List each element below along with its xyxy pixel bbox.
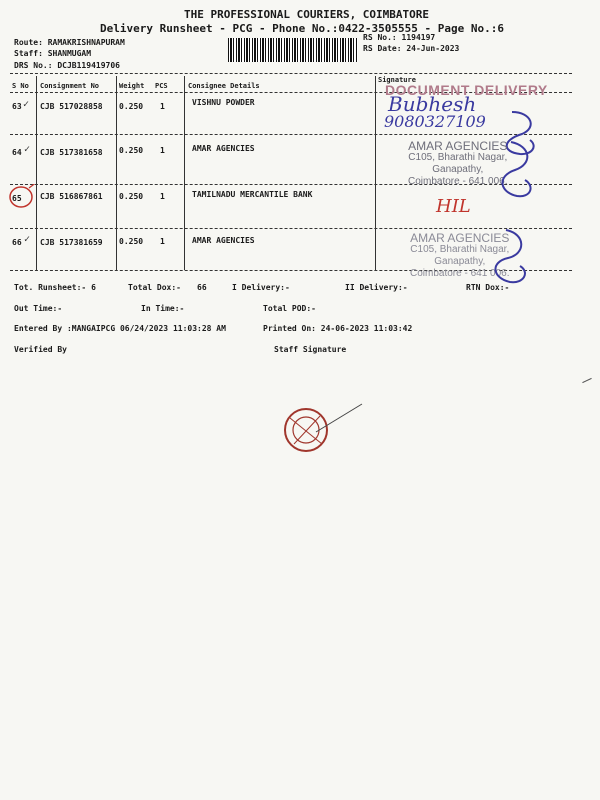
row-sno: 66 bbox=[12, 238, 22, 247]
route-label: Route: RAMAKRISHNAPURAM bbox=[14, 38, 125, 47]
tick-icon: ✓ bbox=[23, 99, 30, 110]
stamp-name: AMAR AGENCIES bbox=[410, 231, 510, 245]
row-consignee: AMAR AGENCIES bbox=[192, 236, 255, 245]
staff-label: Staff: SHANMUGAM bbox=[14, 49, 92, 58]
col-divider bbox=[116, 76, 117, 270]
row-consignment: CJB 517028858 bbox=[40, 102, 103, 111]
row-sno: 64 bbox=[12, 148, 22, 157]
row-sno: 65 bbox=[12, 194, 22, 203]
rs-date: RS Date: 24-Jun-2023 bbox=[363, 44, 460, 53]
stamp-address: C105, Bharathi Nagar, bbox=[410, 244, 510, 255]
stamp-address: Ganapathy, bbox=[434, 256, 486, 267]
ii-delivery: II Delivery:- bbox=[345, 283, 408, 292]
row-consignee: AMAR AGENCIES bbox=[192, 144, 255, 153]
row-weight: 0.250 bbox=[119, 192, 144, 201]
stamp-address: C105, Bharathi Nagar, bbox=[408, 152, 508, 163]
row-consignment: CJB 516867861 bbox=[40, 192, 103, 201]
tick-icon: ✓ bbox=[24, 144, 31, 155]
margin-mark bbox=[582, 378, 591, 383]
row-rule bbox=[10, 134, 572, 135]
signature-loop bbox=[485, 140, 545, 210]
col-header-weight: Weight bbox=[119, 82, 145, 90]
row-pcs: 1 bbox=[160, 146, 165, 155]
in-time: In Time:- bbox=[141, 304, 185, 313]
runsheet-subtitle: Delivery Runsheet - PCG - Phone No.:0422-3505555 - Page No.:6 bbox=[100, 22, 504, 35]
drs-number: DRS No.: DCJB119419706 bbox=[14, 61, 120, 70]
col-divider bbox=[36, 76, 37, 270]
barcode bbox=[228, 38, 358, 62]
entered-by: Entered By :MANGAIPCG 06/24/2023 11:03:28 AM bbox=[14, 324, 226, 333]
col-divider bbox=[375, 76, 376, 270]
col-header-pcs: PCS bbox=[155, 82, 168, 90]
stamp-name: AMAR AGENCIES bbox=[408, 139, 508, 153]
rtn-dox: RTN Dox:- bbox=[466, 283, 510, 292]
signature-scribble: Bubhesh bbox=[388, 92, 477, 116]
red-circle-mark bbox=[7, 184, 37, 210]
row-weight: 0.250 bbox=[119, 146, 144, 155]
row-pcs: 1 bbox=[160, 192, 165, 201]
row-consignment: CJB 517381659 bbox=[40, 238, 103, 247]
stamp-address: Coimbatore - 641 006. bbox=[408, 176, 508, 187]
hil-handwritten: HIL bbox=[436, 196, 471, 217]
printed-on: Printed On: 24-06-2023 11:03:42 bbox=[263, 324, 413, 333]
total-pod: Total POD:- bbox=[263, 304, 316, 313]
company-title: THE PROFESSIONAL COURIERS, COIMBATORE bbox=[184, 8, 430, 21]
col-header-consignee: Consignee Details bbox=[188, 82, 260, 90]
row-sno: 63 bbox=[12, 102, 22, 111]
round-seal-icon bbox=[276, 400, 366, 460]
i-delivery: I Delivery:- bbox=[232, 283, 290, 292]
stamp-address: Coimbatore - 641 006. bbox=[410, 268, 510, 279]
row-pcs: 1 bbox=[160, 102, 165, 111]
col-header-sno: S No bbox=[12, 82, 29, 90]
verified-by: Verified By bbox=[14, 345, 67, 354]
col-divider bbox=[184, 76, 185, 270]
tot-runsheet: Tot. Runsheet:- 6 bbox=[14, 283, 96, 292]
row-weight: 0.250 bbox=[119, 237, 144, 246]
row-pcs: 1 bbox=[160, 237, 165, 246]
row-consignee: VISHNU POWDER bbox=[192, 98, 255, 107]
row-consignee: TAMILNADU MERCANTILE BANK bbox=[192, 190, 313, 199]
row-consignment: CJB 517381658 bbox=[40, 148, 103, 157]
col-header-consignment: Consignment No bbox=[40, 82, 100, 90]
out-time: Out Time:- bbox=[14, 304, 63, 313]
document-delivery-stamp: DOCUMENT DELIVERY bbox=[385, 82, 548, 98]
table-top-rule bbox=[10, 73, 572, 74]
handwritten-phone: 9080327109 bbox=[384, 112, 486, 131]
rs-number: RS No.: 1194197 bbox=[363, 33, 436, 42]
tick-icon: ✓ bbox=[24, 234, 31, 245]
total-dox-value: 66 bbox=[197, 283, 207, 292]
col-header-signature: Signature bbox=[378, 76, 416, 84]
staff-signature: Staff Signature bbox=[274, 345, 347, 354]
total-dox-label: Total Dox:- bbox=[128, 283, 181, 292]
stamp-address: Ganapathy, bbox=[432, 164, 484, 175]
row-weight: 0.250 bbox=[119, 102, 144, 111]
